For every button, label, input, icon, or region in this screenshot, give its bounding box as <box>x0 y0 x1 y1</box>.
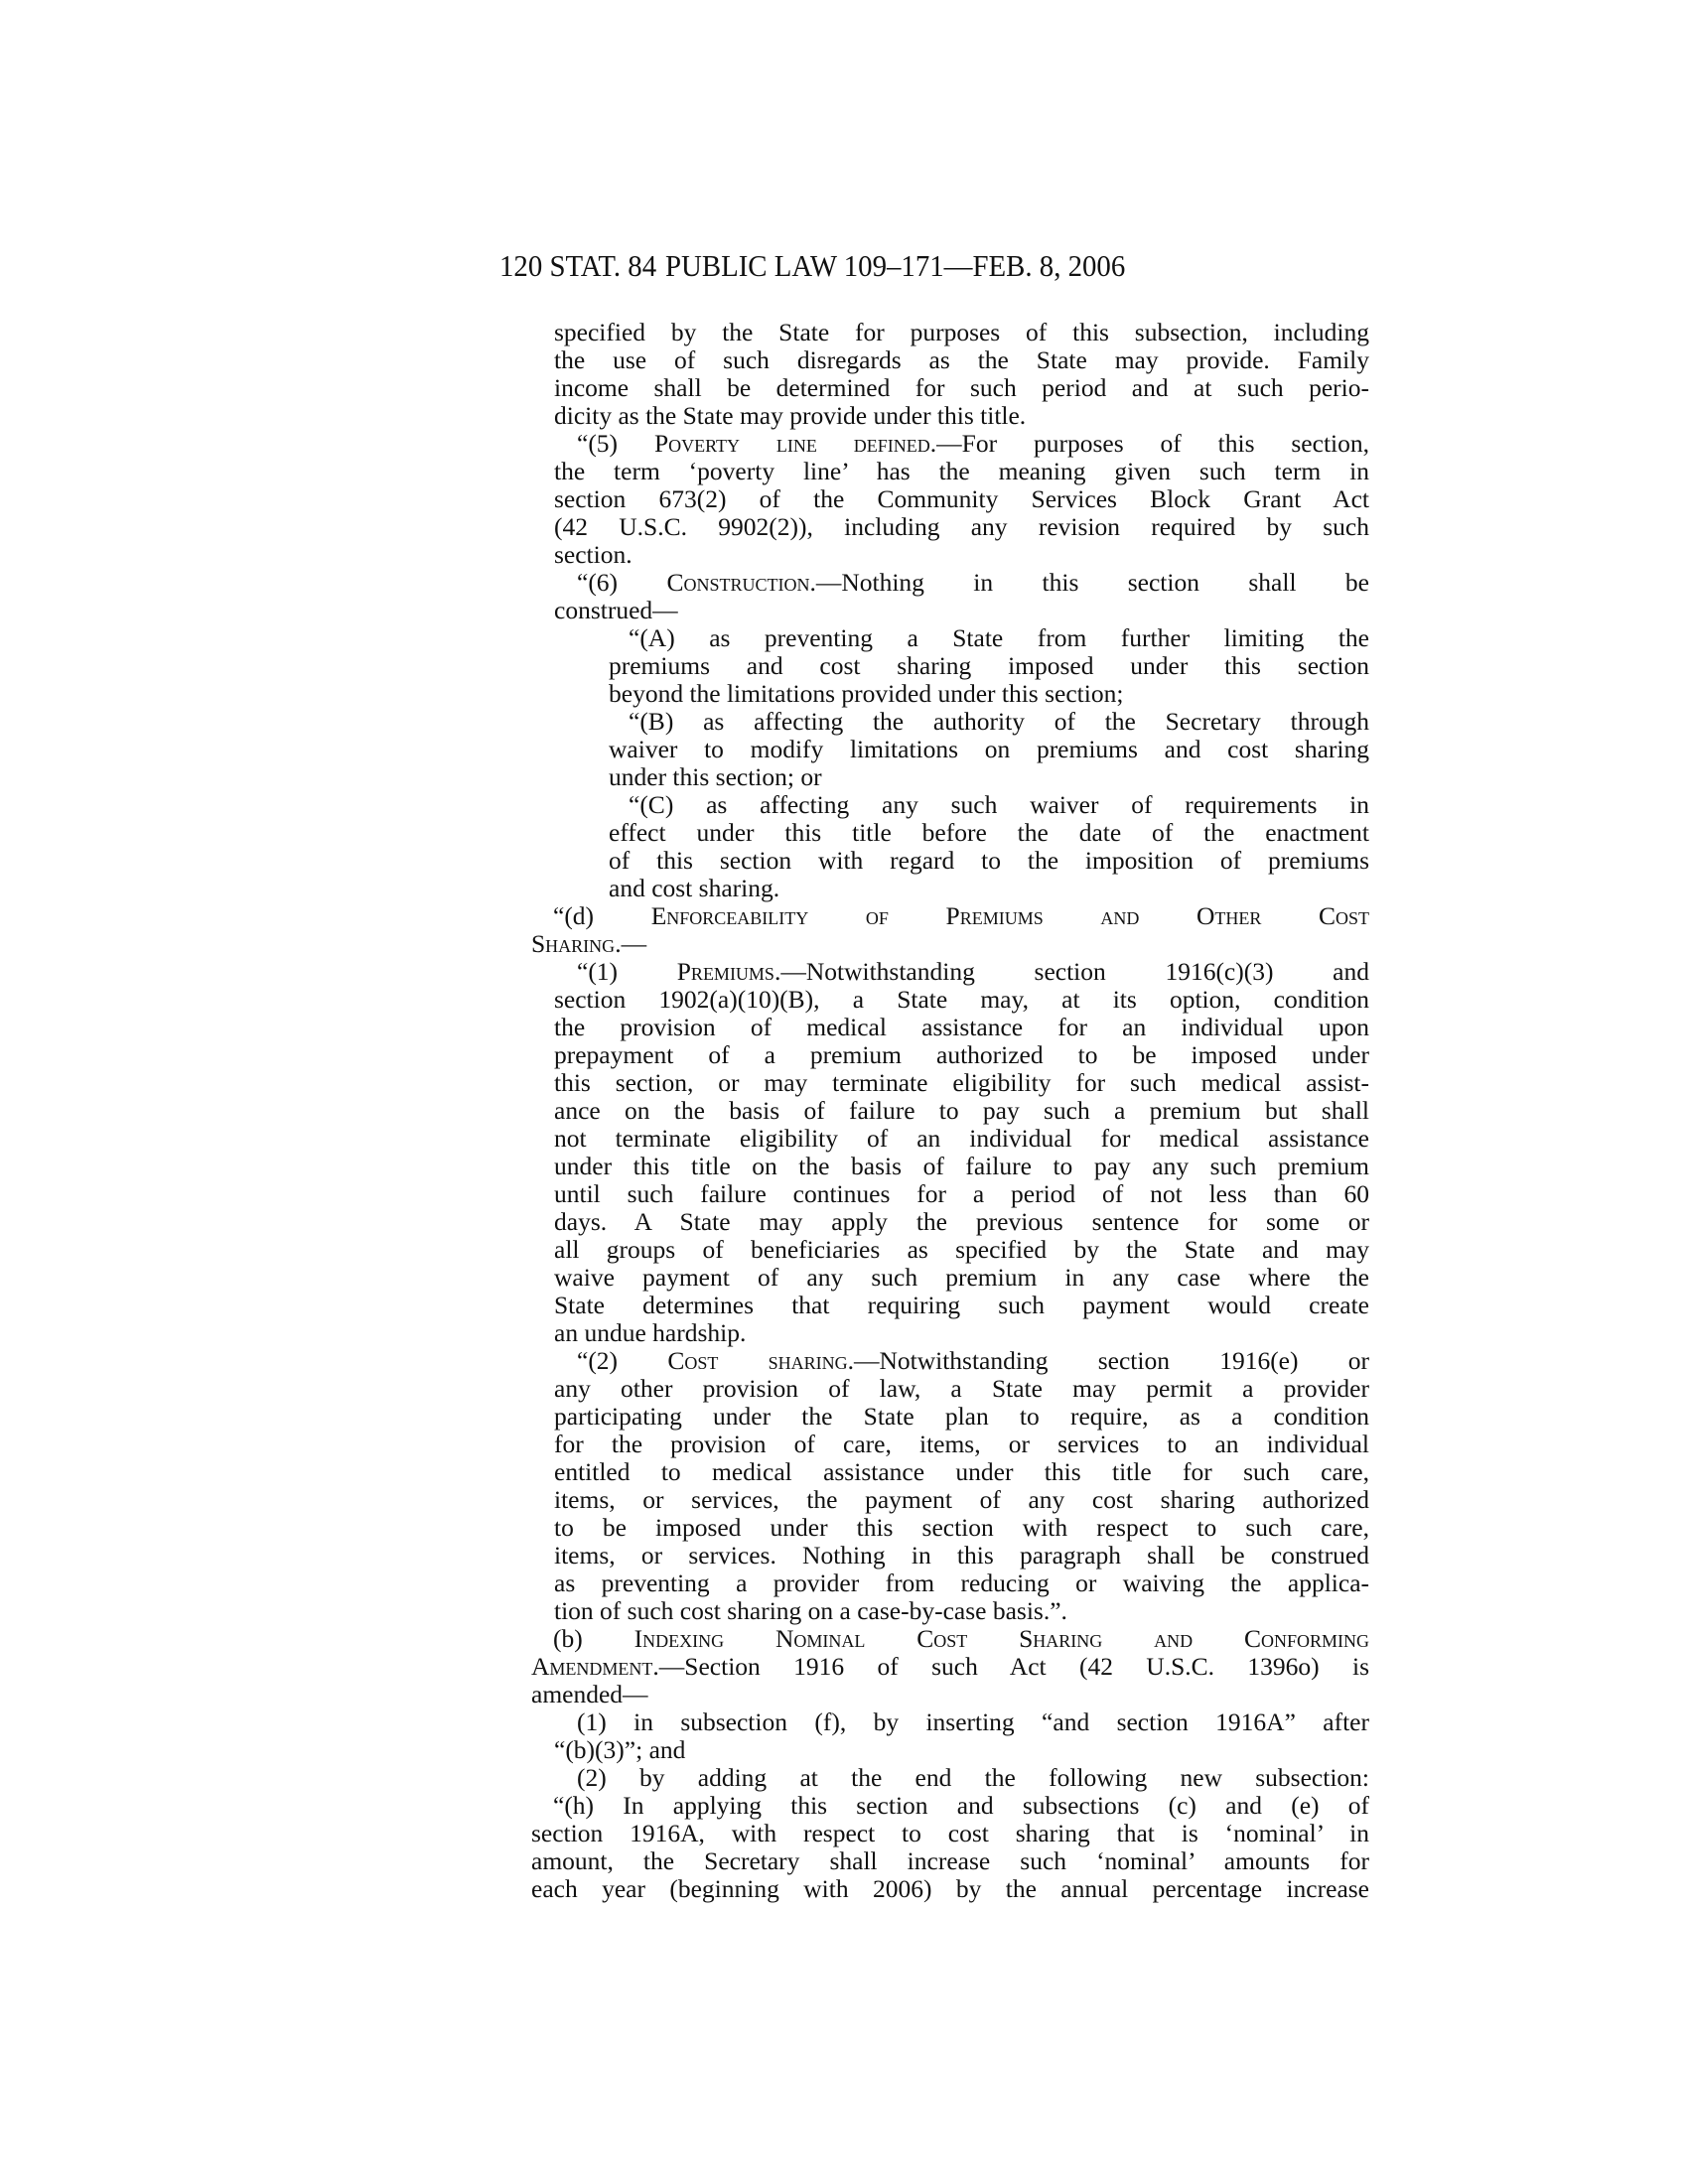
text-line <box>531 1736 1369 1764</box>
text-line <box>531 541 1369 569</box>
text-line <box>531 1820 1369 1847</box>
text-run: items, or services. Nothing in this paragraph shall be construed <box>554 1541 1369 1570</box>
text-run: section 673(2) of the Community Services Block Grant Act <box>554 484 1369 513</box>
text-run: tion of such cost sharing on a case-by-case basis.”. <box>554 1596 1067 1625</box>
text-run: under this title on the basis of failure to pay any such premium <box>554 1152 1369 1180</box>
text-run: for the provision of care, items, or services to an individual <box>554 1430 1369 1458</box>
text-run: section 1902(a)(10)(B), a State may, at its option, condition <box>554 985 1369 1014</box>
text-line <box>531 1514 1369 1542</box>
text-line <box>531 1458 1369 1486</box>
text-run: the provision of medical assistance for an individual upon <box>554 1013 1369 1041</box>
text-line <box>531 374 1369 402</box>
text-line <box>531 902 1369 930</box>
text-run: to be imposed under this section with respect to such care, <box>554 1513 1369 1542</box>
running-header-title: PUBLIC LAW 109–171—FEB. 8, 2006 <box>665 248 1126 283</box>
text-line <box>531 485 1369 513</box>
text-run: as preventing a provider from reducing or waiving the applica- <box>554 1569 1369 1597</box>
text-line <box>531 986 1369 1014</box>
text-run: amount, the Secretary shall increase such ‘nominal’ amounts for <box>531 1846 1369 1875</box>
text-run: all groups of beneficiaries as specified by the State and may <box>554 1235 1369 1264</box>
paragraph <box>531 1708 1369 1764</box>
text-run: “(C) as affecting any such waiver of requirements in <box>629 790 1369 819</box>
text-line <box>531 930 1369 958</box>
text-run: “(6) <box>577 568 667 597</box>
paragraph <box>531 1625 1369 1708</box>
text-line <box>531 819 1369 847</box>
text-line <box>531 1570 1369 1597</box>
text-run: participating under the State plan to require, as a condition <box>554 1402 1369 1431</box>
paragraph <box>531 624 1369 708</box>
heading-small-caps: Poverty line defined <box>653 429 930 458</box>
text-line <box>531 1292 1369 1319</box>
paragraph <box>531 1347 1369 1625</box>
heading-small-caps: Construction <box>666 568 810 597</box>
text-run: premiums and cost sharing imposed under this section <box>609 651 1369 680</box>
text-line <box>531 1208 1369 1236</box>
document-body <box>531 319 1369 1903</box>
text-run: “(h) In applying this section and subsections (c) and (e) of <box>553 1791 1369 1820</box>
paragraph <box>531 430 1369 569</box>
text-line <box>531 1847 1369 1875</box>
text-line <box>531 1403 1369 1431</box>
text-line <box>531 1764 1369 1792</box>
paragraph <box>531 1764 1369 1792</box>
text-run: .—For purposes of this section, <box>929 429 1369 458</box>
text-run: specified by the State for purposes of this subsection, including <box>554 318 1369 346</box>
text-line <box>531 1319 1369 1347</box>
text-run: .—Nothing in this section shall be <box>809 568 1369 597</box>
heading-small-caps: Sharing <box>531 929 616 958</box>
text-run: (42 U.S.C. 9902(2)), including any revision required by such <box>554 512 1369 541</box>
text-run: (1) in subsection (f), by inserting “and section 1916A” after <box>577 1707 1369 1736</box>
text-run: “(B) as affecting the authority of the Secretary through <box>629 707 1369 736</box>
text-run: (2) by adding at the end the following new subsection: <box>577 1763 1369 1792</box>
heading-small-caps: Indexing Nominal Cost Sharing and Conforming <box>633 1624 1370 1653</box>
text-line <box>531 1014 1369 1041</box>
text-line <box>531 1597 1369 1625</box>
paragraph <box>531 319 1369 430</box>
text-line <box>531 1180 1369 1208</box>
text-line <box>531 1792 1369 1820</box>
heading-small-caps: Amendment <box>531 1652 653 1681</box>
text-line <box>531 513 1369 541</box>
text-run: entitled to medical assistance under this title for such care, <box>554 1457 1369 1486</box>
text-line <box>531 1653 1369 1681</box>
text-line <box>531 1875 1369 1903</box>
text-line <box>531 1542 1369 1570</box>
text-line <box>531 680 1369 708</box>
text-run: beyond the limitations provided under this section; <box>609 679 1124 708</box>
text-run: .— <box>615 929 647 958</box>
text-run: the use of such disregards as the State may provide. Family <box>554 345 1369 374</box>
text-run: waive payment of any such premium in any case where the <box>554 1263 1369 1292</box>
text-line <box>531 791 1369 819</box>
text-run: waiver to modify limitations on premiums and cost sharing <box>609 735 1369 763</box>
text-run: the term ‘poverty line’ has the meaning given such term in <box>554 457 1369 485</box>
text-run: .—Notwithstanding section 1916(e) or <box>847 1346 1369 1375</box>
paragraph <box>531 708 1369 791</box>
text-line <box>531 1625 1369 1653</box>
paragraph <box>531 791 1369 902</box>
text-run: of this section with regard to the imposition of premiums <box>609 846 1369 875</box>
text-line <box>531 1708 1369 1736</box>
text-line <box>531 1153 1369 1180</box>
text-run: not terminate eligibility of an individual for medical assistance <box>554 1124 1369 1153</box>
paragraph <box>531 902 1369 958</box>
text-line <box>531 875 1369 902</box>
text-run: days. A State may apply the previous sentence for some or <box>554 1207 1369 1236</box>
text-line <box>531 597 1369 624</box>
text-line <box>531 736 1369 763</box>
text-line <box>531 1347 1369 1375</box>
text-line <box>531 1097 1369 1125</box>
text-run: “(A) as preventing a State from further limiting the <box>629 623 1369 652</box>
text-line <box>531 569 1369 597</box>
text-line <box>531 402 1369 430</box>
text-run: amended— <box>531 1680 648 1708</box>
text-line <box>531 624 1369 652</box>
text-line <box>531 652 1369 680</box>
text-run: items, or services, the payment of any cost sharing authorized <box>554 1485 1369 1514</box>
text-line <box>531 346 1369 374</box>
text-line <box>531 1486 1369 1514</box>
text-line <box>531 1125 1369 1153</box>
text-line <box>531 319 1369 346</box>
text-line <box>531 458 1369 485</box>
heading-small-caps: Cost sharing <box>667 1346 848 1375</box>
text-run: “(d) <box>553 901 651 930</box>
text-run: under this section; or <box>609 762 822 791</box>
text-line <box>531 1264 1369 1292</box>
text-run: State determines that requiring such payment would create <box>554 1291 1369 1319</box>
text-run: section 1916A, with respect to cost sharing that is ‘nominal’ in <box>531 1819 1369 1847</box>
heading-small-caps: Enforceability of Premiums and Other Cost <box>650 901 1370 930</box>
text-line <box>531 1236 1369 1264</box>
text-run: each year (beginning with 2006) by the annual percentage increase <box>531 1874 1369 1903</box>
text-line <box>531 763 1369 791</box>
text-run: this section, or may terminate eligibility for such medical assist- <box>554 1068 1369 1097</box>
text-line <box>531 708 1369 736</box>
text-run: any other provision of law, a State may permit a provider <box>554 1374 1369 1403</box>
text-run: “(1) <box>577 957 677 986</box>
text-line <box>531 847 1369 875</box>
text-line <box>531 1041 1369 1069</box>
text-run: an undue hardship. <box>554 1318 747 1347</box>
text-line <box>531 1681 1369 1708</box>
text-run: income shall be determined for such period and at such perio- <box>554 373 1369 402</box>
text-run: until such failure continues for a period of not less than 60 <box>554 1179 1369 1208</box>
text-line <box>531 1375 1369 1403</box>
text-run: effect under this title before the date of the enactment <box>609 818 1369 847</box>
text-run: construed— <box>554 596 678 624</box>
text-line <box>531 1431 1369 1458</box>
text-run: prepayment of a premium authorized to be imposed under <box>554 1040 1369 1069</box>
text-line <box>531 430 1369 458</box>
page-number: 120 STAT. 84 <box>499 248 657 283</box>
text-line <box>531 958 1369 986</box>
paragraph <box>531 569 1369 624</box>
text-run: dicity as the State may provide under this title. <box>554 401 1027 430</box>
heading-small-caps: Premiums <box>676 957 774 986</box>
text-run: .—Section 1916 of such Act (42 U.S.C. 1396o) is <box>652 1652 1369 1681</box>
text-run: .—Notwithstanding section 1916(c)(3) and <box>774 957 1369 986</box>
text-run: section. <box>554 540 633 569</box>
text-run: (b) <box>553 1624 634 1653</box>
text-run: and cost sharing. <box>609 874 780 902</box>
text-run: “(b)(3)”; and <box>554 1735 686 1764</box>
text-line <box>531 1069 1369 1097</box>
paragraph <box>531 1792 1369 1903</box>
paragraph <box>531 958 1369 1347</box>
text-run: ance on the basis of failure to pay such a premium but shall <box>554 1096 1369 1125</box>
text-run: “(2) <box>577 1346 668 1375</box>
text-run: “(5) <box>577 429 654 458</box>
